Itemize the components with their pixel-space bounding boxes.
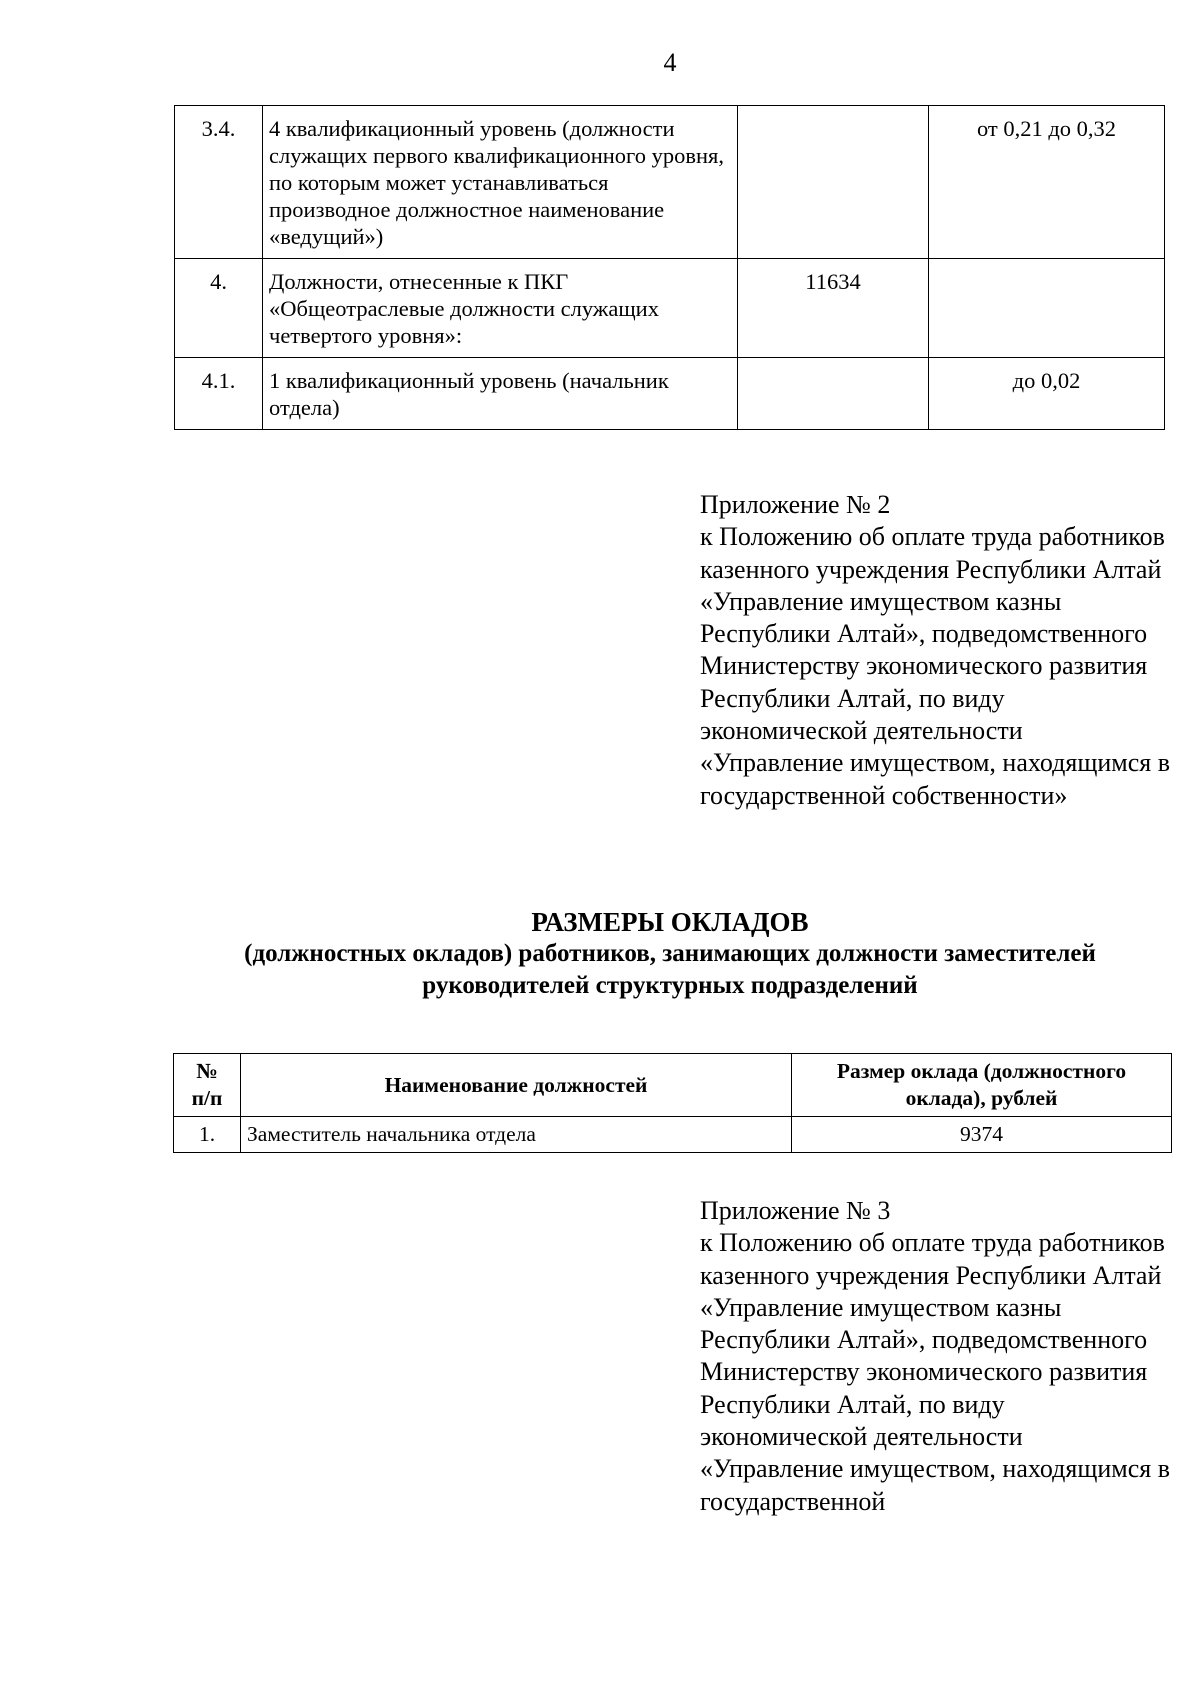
coefficient	[929, 259, 1165, 358]
row-number: 4.	[175, 259, 263, 358]
table-row	[175, 106, 1165, 259]
page-number: 4	[663, 48, 677, 77]
title-main: РАЗМЕРЫ ОКЛАДОВ	[531, 907, 809, 937]
row-number: 1.	[174, 1117, 241, 1153]
position-name: 4 квалификационный уровень (должности служащих первого квалификационного уровня, по которым может устанавливаться производное должностное наименование «ведущий»)	[263, 106, 738, 259]
positions-table	[174, 105, 1165, 430]
appendix-3-note: Приложение № 3 к Положению об оплате труда работников казенного учреждения Республики Алтай «Управление имуществом казны Республики Алтай», подведомственного Министерству экономического развития Республики Алтай, по виду экономической деятельности «Управление имуществом, находящимся в государственной	[700, 1196, 1170, 1516]
salary-table	[173, 1053, 1172, 1153]
position-name: Должности, отнесенные к ПКГ «Общеотраслевые должности служащих четвертого уровня»:	[263, 259, 738, 358]
position-name: 1 квалификационный уровень (начальник отдела)	[263, 358, 738, 430]
title-subtitle: (должностных окладов) работников, занимающих должности заместителей руководителей структурных подразделений	[244, 940, 1096, 999]
appendix-2-note: Приложение № 2 к Положению об оплате труда работников казенного учреждения Республики Алтай «Управление имуществом казны Республики Алтай», подведомственного Министерству экономического развития Республики Алтай, по виду экономической деятельности «Управление имуществом, находящимся в государственной собственности»	[700, 490, 1170, 810]
position-name: Заместитель начальника отдела	[241, 1117, 792, 1153]
table-header-row	[174, 1054, 1172, 1117]
row-number: 3.4.	[175, 106, 263, 259]
header-number: № п/п	[174, 1054, 241, 1117]
row-number: 4.1.	[175, 358, 263, 430]
section-title	[170, 906, 1170, 1002]
header-salary: Размер оклада (должностного оклада), рублей	[792, 1054, 1172, 1117]
table-row	[175, 358, 1165, 430]
coefficient: от 0,21 до 0,32	[929, 106, 1165, 259]
table-row	[174, 1117, 1172, 1153]
base-salary	[738, 358, 929, 430]
base-salary: 11634	[738, 259, 929, 358]
table-row	[175, 259, 1165, 358]
base-salary	[738, 106, 929, 259]
coefficient: до 0,02	[929, 358, 1165, 430]
header-position: Наименование должностей	[241, 1054, 792, 1117]
salary-value: 9374	[792, 1117, 1172, 1153]
